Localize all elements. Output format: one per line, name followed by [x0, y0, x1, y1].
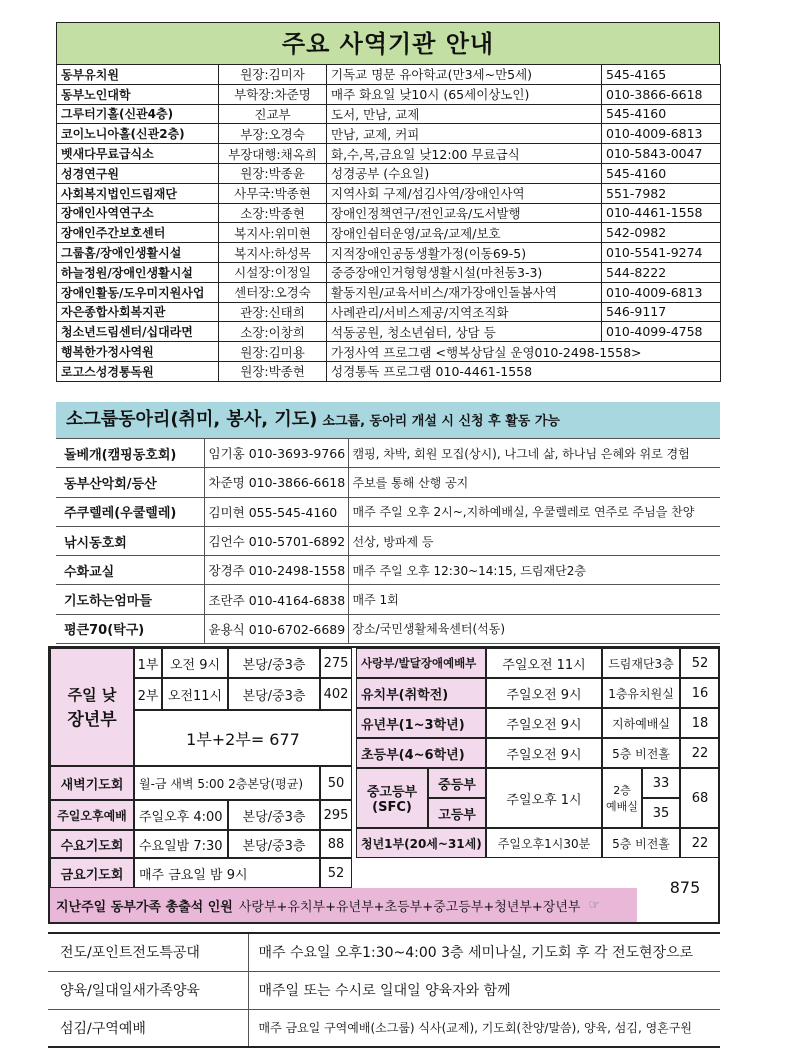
- small-group-note: 소그룹, 동아리 개설 시 신청 후 활동 가능: [322, 414, 560, 429]
- ministry-row: [57, 183, 721, 203]
- service-1-place: 본당/중3층: [228, 648, 320, 678]
- young-adult-label: 청년1부(20세~31세): [356, 828, 486, 858]
- program-name: 전도/포인트전도특공대: [48, 933, 248, 971]
- ministry-phone: 010-5843-0047: [602, 144, 721, 164]
- dawn-prayer-count: 50: [320, 766, 352, 800]
- ministry-name: 청소년드림센터/십대라면: [57, 322, 219, 342]
- service-2-time: 오전11시: [162, 678, 228, 710]
- small-group-table: [56, 438, 720, 644]
- group-name: 주쿠렐레(우쿨렐레): [56, 497, 204, 526]
- ministry-name: 로고스성경통독원: [57, 361, 219, 381]
- young-adult-place: 5층 비전홀: [602, 828, 680, 858]
- sunday-pm-time: 주일오후 4:00: [134, 800, 228, 830]
- group-contact: 김언수 010-5701-6892: [204, 526, 348, 555]
- attendance-section: [48, 646, 720, 924]
- total-attendance-desc: 사랑부+유치부+유년부+초등부+중고등부+청년부+장년부: [238, 899, 581, 915]
- junior-dept-time: 주일오전 9시: [486, 708, 602, 738]
- ministry-phone: 010-4009-6813: [602, 282, 721, 302]
- program-name: 양육/일대일새가족양육: [48, 971, 248, 1009]
- program-desc: 매주일 또는 수시로 일대일 양육자와 함께: [248, 971, 720, 1009]
- dawn-prayer-label: 새벽기도회: [50, 766, 134, 800]
- ministry-leader: 사무국:박종현: [219, 183, 327, 203]
- ministry-leader: 복지사:위미현: [219, 223, 327, 243]
- ministry-row: [57, 262, 721, 282]
- ministry-desc: 화,수,목,금요일 낮12:00 무료급식: [327, 144, 602, 164]
- ministry-name: 행복한가정사역원: [57, 342, 219, 362]
- ministry-desc: 장애인쉼터운영/교육/교제/보호: [327, 223, 602, 243]
- group-desc: 장소/국민생활체육센터(석동): [348, 614, 720, 643]
- sunday-adult-label-line1: 주일 낮: [67, 686, 117, 704]
- total-attendance-value: 875: [669, 878, 701, 897]
- ministry-phone: 546-9117: [602, 302, 721, 322]
- ministry-desc: 성경공부 (수요일): [327, 163, 602, 183]
- ministry-name: 성경연구원: [57, 163, 219, 183]
- ministry-desc: 사례관리/서비스제공/지역조직화: [327, 302, 602, 322]
- small-group-title: 소그룹동아리(취미, 봉사, 기도): [66, 409, 318, 430]
- sunday-adult-label: [50, 648, 134, 766]
- ministry-phone: 545-4165: [602, 65, 721, 85]
- ministry-row: [57, 342, 721, 362]
- elem-dept-label: 초등부(4~6학년): [356, 738, 486, 768]
- ministry-leader: 복지사:하성목: [219, 243, 327, 263]
- love-dept-label: 사랑부/발달장애예배부: [356, 648, 486, 678]
- ministry-name: 동부노인대학: [57, 84, 219, 104]
- ministry-leader: 원장:김미용: [219, 342, 327, 362]
- service-1-count: 275: [320, 648, 352, 678]
- ministry-leader: 원장:박종윤: [219, 163, 327, 183]
- middle-dept-label: 중등부: [428, 768, 486, 798]
- high-dept-count: 35: [642, 798, 680, 828]
- ministry-row: [57, 223, 721, 243]
- total-attendance-bar: [50, 888, 637, 922]
- ministry-name: 장애인주간보호센터: [57, 223, 219, 243]
- ministry-phone: 010-4461-1558: [602, 203, 721, 223]
- ministry-row: [57, 163, 721, 183]
- group-contact: 임기홍 010-3693-9766: [204, 439, 348, 468]
- evangelism-table: [48, 932, 720, 1048]
- youth-dept-total: 68: [680, 768, 720, 828]
- wed-prayer-time: 수요일밤 7:30: [134, 830, 228, 858]
- ministry-phone: 544-8222: [602, 262, 721, 282]
- program-desc: 매주 금요일 구역예배(소그룹) 식사(교제), 기도회(찬양/말씀), 양육, 섬김, 영혼구원: [248, 1009, 720, 1047]
- ministry-table: [56, 64, 721, 382]
- ministry-leader: 센터장:오경숙: [219, 282, 327, 302]
- group-name: 수화교실: [56, 556, 204, 585]
- ministry-phone: 545-4160: [602, 104, 721, 124]
- ministry-leader: 부학장:차준명: [219, 84, 327, 104]
- group-desc: 매주 주일 오후 12:30~14:15, 드림재단2층: [348, 556, 720, 585]
- ministry-row: [57, 104, 721, 124]
- love-dept-place: 드림재단3층: [602, 648, 680, 678]
- service-2-place: 본당/중3층: [228, 678, 320, 710]
- group-desc: 선상, 방파제 등: [348, 526, 720, 555]
- ministry-leader: 진교부: [219, 104, 327, 124]
- program-name: 섬김/구역예배: [48, 1009, 248, 1047]
- wed-prayer-count: 88: [320, 830, 352, 858]
- fri-prayer-time: 매주 금요일 밤 9시: [134, 858, 320, 888]
- ministry-desc: 지적장애인공동생활가정(이동69-5): [327, 243, 602, 263]
- total-attendance-label: 지난주일 동부가족 총출석 인원: [56, 899, 233, 915]
- high-dept-label: 고등부: [428, 798, 486, 828]
- ministry-leader: 소장:이창희: [219, 322, 327, 342]
- youth-dept-time: 주일오후 1시: [486, 768, 602, 828]
- fri-prayer-count: 52: [320, 858, 352, 888]
- ministry-desc: 매주 화요일 낮10시 (65세이상노인): [327, 84, 602, 104]
- ministry-section: [56, 22, 720, 382]
- ministry-phone: 010-4009-6813: [602, 124, 721, 144]
- young-adult-count: 22: [680, 828, 720, 858]
- ministry-phone: 010-3866-6618: [602, 84, 721, 104]
- small-group-section: [56, 402, 720, 644]
- ministry-name: 그루터기홀(신관4층): [57, 104, 219, 124]
- youth-dept-place: [602, 768, 642, 828]
- ministry-name: 그룹홈/장애인생활시설: [57, 243, 219, 263]
- ministry-title: 주요 사역기관 안내: [56, 22, 720, 64]
- group-contact: 장경주 010-2498-1558: [204, 556, 348, 585]
- sunday-pm-count: 295: [320, 800, 352, 830]
- ministry-desc: 장애인정책연구/전인교육/도서발행: [327, 203, 602, 223]
- love-dept-time: 주일오전 11시: [486, 648, 602, 678]
- ministry-row: [57, 124, 721, 144]
- group-desc: 주보를 통해 산행 공지: [348, 468, 720, 497]
- ministry-desc: 기독교 명문 유아학교(만3세~만5세): [327, 65, 602, 85]
- kinder-dept-label: 유치부(취학전): [356, 678, 486, 708]
- sunday-pm-label: 주일오후예배: [50, 800, 134, 830]
- group-desc: 매주 1회: [348, 585, 720, 614]
- ministry-name: 하늘정원/장애인생활시설: [57, 262, 219, 282]
- group-row: [56, 614, 720, 643]
- service-2-name: 2부: [134, 678, 162, 710]
- program-row: [48, 1009, 720, 1047]
- service-1-name: 1부: [134, 648, 162, 678]
- youth-dept-label-line2: (SFC): [372, 800, 412, 815]
- ministry-desc: 석동공원, 청소년쉼터, 상담 등: [327, 322, 602, 342]
- ministry-name: 벳새다무료급식소: [57, 144, 219, 164]
- ministry-phone: 551-7982: [602, 183, 721, 203]
- elem-dept-count: 22: [680, 738, 720, 768]
- group-row: [56, 468, 720, 497]
- ministry-name: 장애인활동/도우미지원사업: [57, 282, 219, 302]
- ministry-row: [57, 203, 721, 223]
- pointer-icon: ☞: [588, 897, 601, 913]
- group-contact: 조란주 010-4164-6838: [204, 585, 348, 614]
- ministry-desc: 중증장애인거형형생활시설(마천동3-3): [327, 262, 602, 282]
- group-name: 동부산악회/등산: [56, 468, 204, 497]
- evangelism-section: [48, 932, 720, 1048]
- youth-dept-label: [356, 768, 428, 828]
- group-contact: 윤용식 010-6702-6689: [204, 614, 348, 643]
- youth-dept-label-line1: 중고등부: [366, 785, 418, 800]
- youth-dept-place-line1: 2층: [613, 784, 631, 797]
- ministry-desc: 가정사역 프로그램 <행복상담실 운영010-2498-1558>: [327, 342, 721, 362]
- sunday-pm-place: 본당/중3층: [228, 800, 320, 830]
- service-1-time: 오전 9시: [162, 648, 228, 678]
- ministry-phone: 010-5541-9274: [602, 243, 721, 263]
- ministry-desc: 활동지원/교육서비스/재가장애인돌봄사역: [327, 282, 602, 302]
- ministry-phone: 010-4099-4758: [602, 322, 721, 342]
- ministry-leader: 원장:박종현: [219, 361, 327, 381]
- young-adult-time: 주일오후1시30분: [486, 828, 602, 858]
- group-row: [56, 585, 720, 614]
- middle-dept-count: 33: [642, 768, 680, 798]
- junior-dept-count: 18: [680, 708, 720, 738]
- junior-dept-label: 유년부(1~3학년): [356, 708, 486, 738]
- youth-dept-place-line2: 예배실: [606, 800, 638, 813]
- ministry-row: [57, 84, 721, 104]
- group-desc: 캠핑, 차박, 회원 모집(상시), 나그네 삶, 하나님 은혜와 위로 경험: [348, 439, 720, 468]
- group-name: 낚시동호회: [56, 526, 204, 555]
- ministry-phone: 545-4160: [602, 163, 721, 183]
- group-row: [56, 556, 720, 585]
- wed-prayer-label: 수요기도회: [50, 830, 134, 858]
- ministry-row: [57, 322, 721, 342]
- ministry-name: 코이노니아홀(신관2층): [57, 124, 219, 144]
- ministry-name: 자은종합사회복지관: [57, 302, 219, 322]
- kinder-dept-time: 주일오전 9시: [486, 678, 602, 708]
- group-name: 평큰70(탁구): [56, 614, 204, 643]
- ministry-leader: 시설장:이정일: [219, 262, 327, 282]
- kinder-dept-count: 16: [680, 678, 720, 708]
- ministry-row: [57, 302, 721, 322]
- group-name: 기도하는엄마들: [56, 585, 204, 614]
- wed-prayer-place: 본당/중3층: [228, 830, 320, 858]
- group-contact: 차준명 010-3866-6618: [204, 468, 348, 497]
- fri-prayer-label: 금요기도회: [50, 858, 134, 888]
- ministry-row: [57, 282, 721, 302]
- ministry-desc: 만남, 교제, 커피: [327, 124, 602, 144]
- ministry-name: 사회복지법인드림재단: [57, 183, 219, 203]
- group-row: [56, 497, 720, 526]
- ministry-leader: 관장:신태희: [219, 302, 327, 322]
- ministry-leader: 소장:박종현: [219, 203, 327, 223]
- ministry-row: [57, 65, 721, 85]
- ministry-row: [57, 144, 721, 164]
- ministry-leader: 부장:오경숙: [219, 124, 327, 144]
- kinder-dept-place: 1층유치원실: [602, 678, 680, 708]
- ministry-desc: 도서, 만남, 교제: [327, 104, 602, 124]
- ministry-row: [57, 361, 721, 381]
- group-row: [56, 526, 720, 555]
- dawn-prayer-time: 월-금 새벽 5:00 2층본당(평균): [134, 766, 320, 800]
- ministry-desc: 성경통독 프로그램 010-4461-1558: [327, 361, 721, 381]
- program-row: [48, 971, 720, 1009]
- elem-dept-place: 5층 비전홀: [602, 738, 680, 768]
- ministry-leader: 원장:김미자: [219, 65, 327, 85]
- ministry-leader: 부장대행:채옥희: [219, 144, 327, 164]
- group-name: 돌베개(캠핑동호회): [56, 439, 204, 468]
- program-row: [48, 933, 720, 971]
- ministry-desc: 지역사회 구제/섬김사역/장애인사역: [327, 183, 602, 203]
- junior-dept-place: 지하예배실: [602, 708, 680, 738]
- group-row: [56, 439, 720, 468]
- small-group-header: [56, 402, 720, 438]
- elem-dept-time: 주일오전 9시: [486, 738, 602, 768]
- love-dept-count: 52: [680, 648, 720, 678]
- ministry-name: 장애인사역연구소: [57, 203, 219, 223]
- ministry-name: 동부유치원: [57, 65, 219, 85]
- service-2-count: 402: [320, 678, 352, 710]
- service-sum: 1부+2부= 677: [134, 710, 352, 766]
- ministry-row: [57, 243, 721, 263]
- ministry-phone: 542-0982: [602, 223, 721, 243]
- program-desc: 매주 수요일 오후1:30~4:00 3층 세미나실, 기도회 후 각 전도현장으로: [248, 933, 720, 971]
- sunday-adult-label-line2: 장년부: [67, 710, 117, 730]
- group-contact: 김미현 055-545-4160: [204, 497, 348, 526]
- group-desc: 매주 주일 오후 2시~,지하예배실, 우쿨렐레로 연주로 주님을 찬양: [348, 497, 720, 526]
